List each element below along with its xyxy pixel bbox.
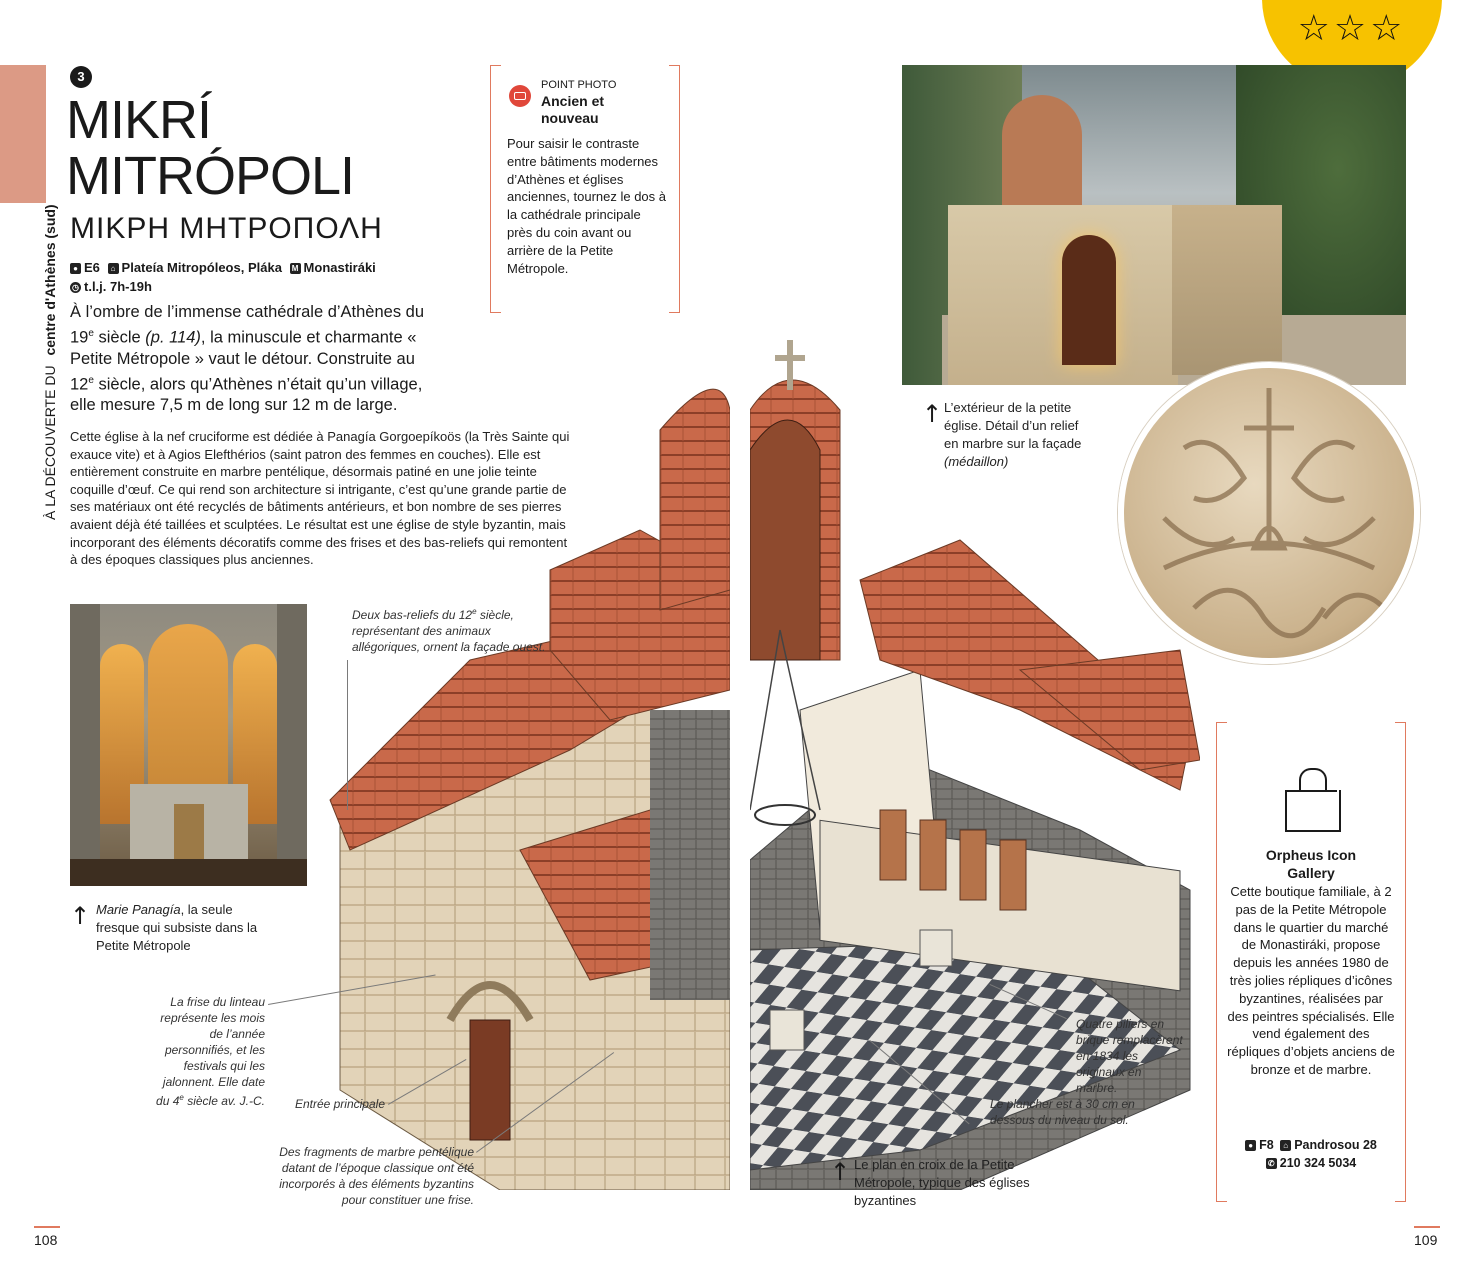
annotation-lintel: La frise du linteau représente les mois de l’année personnifiés, et les festivals qui les jalonnent. Elle date du 4e siècle av. J.-C. — [156, 995, 265, 1108]
fresco-caption: Marie Panagía, la seule fresque qui subsiste dans la Petite Métropole — [96, 902, 258, 953]
rating-stars: ☆☆☆ — [1297, 8, 1407, 49]
opening-hours: t.l.j. 7h-19h — [84, 279, 152, 294]
annotation-pillars: Quatre piliers en brique remplacèrent en 1834 les originaux en marbre. — [1076, 1017, 1183, 1095]
photo-tip-text: Pour saisir le contraste entre bâtiments modernes d’Athènes et églises anciennes, tournez le dos à la cathédrale principale près du coin avant ou arrière de la Petite Métropole. — [507, 136, 666, 276]
photo-tip-title: Ancien et nouveau — [541, 93, 605, 126]
shop-address-line — [1227, 1136, 1395, 1172]
body-paragraph: Cette église à la nef cruciforme est dédiée à Panagía Gorgoepíkoös (la Très Sainte qui exauce vite) et à Agios Elefthérios (saint patron des femmes en couches). Elle est entièrement construite en marbre pentélique, désormais patiné en une jolie teinte coquille d’œuf. Ce qui rend son architecture si intrigante, c’est qu’une grande partie de ses matériaux ont été recyclés de bâtiments antérieurs, et bon nombre de ses pierres avaient déjà été taillées et sculptées. Le résultat est une église de style byzantin, mais incorporant des éléments décoratifs comme des frises et des bas-reliefs qui remontent à des époques classiques plus anciennes. — [70, 429, 570, 568]
annotation-entrance: Entrée principale — [294, 1097, 385, 1111]
metro-icon: M — [290, 263, 301, 274]
metro-station: Monastiráki — [303, 260, 376, 275]
photo-tip-box — [490, 65, 680, 313]
running-head — [42, 190, 62, 520]
page-number-right: 109 — [1414, 1232, 1438, 1248]
running-head-area: centre d'Athènes (sud) — [42, 204, 58, 356]
greek-title: ΜΙΚΡΗ ΜΗΤΡΟΠΟΛΗ — [70, 212, 383, 245]
intro-paragraph: À l’ombre de l’immense cathédrale d’Athènes du 19e siècle (p. 114), la minuscule et charmante « Petite Métropole » vaut le détour. Construite au 12e siècle, alors qu’Athènes n’était qu’un village, elle mesure 7,5 m de long sur 12 m de large. — [70, 303, 425, 414]
map-pin-icon: ● — [70, 263, 81, 274]
page-number-rule — [34, 1226, 60, 1228]
fresco-photo — [70, 604, 307, 886]
church-cutaway-illustration — [320, 330, 1200, 1190]
page-title — [66, 92, 354, 204]
shop-box — [1216, 722, 1406, 1202]
practical-info — [70, 258, 420, 296]
annotation-fragments: Des fragments de marbre pentélique datant de l’époque classique ont été incorporés à des éléments byzantins pour constituer une frise. — [279, 1145, 474, 1207]
shop-phone: 210 324 5034 — [1279, 1156, 1357, 1170]
page-number-rule — [1414, 1226, 1440, 1228]
camera-icon — [509, 85, 531, 107]
running-head-prefix: À LA DÉCOUVERTE DU — [42, 365, 58, 520]
up-arrow-icon: ↑ — [70, 902, 91, 930]
annotation-floor: Le plancher est à 30 cm en dessous du niveau du sol. — [990, 1097, 1135, 1127]
shop-description: Cette boutique familiale, à 2 pas de la Petite Métropole dans le quartier du marché de Monastiráki, propose depuis les années 1980 de très jolies répliques d’icônes byzantines, réalisées par des peintres spécialisés. Elle vend également des répliques d’objets anciens de bronze et de marbre. — [1227, 884, 1395, 1077]
leader-line — [347, 660, 348, 810]
plan-caption: Le plan en croix de la Petite Métropole, typique des églises byzantines — [854, 1157, 1030, 1208]
map-pin-icon: ● — [1245, 1140, 1256, 1151]
exterior-caption: L’extérieur de la petite église. Détail d’un relief en marbre sur la façade (médaillon) — [944, 400, 1082, 469]
house-icon: ⌂ — [108, 263, 119, 274]
page-number-left: 108 — [34, 1232, 58, 1248]
title-line-2: MITRÓPOLI — [66, 146, 355, 206]
shop-name: Orpheus Icon Gallery — [1265, 847, 1357, 881]
accent-bar — [0, 65, 46, 203]
address: Plateía Mitropóleos, Pláka — [121, 260, 282, 275]
clock-icon: ◷ — [70, 282, 81, 293]
up-arrow-icon: ↑ — [922, 400, 943, 428]
up-arrow-icon: ↑ — [830, 1158, 851, 1186]
shop-grid-ref: F8 — [1259, 1138, 1274, 1152]
annotation-bas-reliefs: Deux bas-reliefs du 12e siècle, représentant des animaux allégoriques, ornent la façade ouest. — [352, 607, 546, 654]
shopping-bag-icon — [1285, 790, 1341, 832]
house-icon: ⌂ — [1280, 1140, 1291, 1151]
phone-icon: ✆ — [1266, 1158, 1277, 1169]
church-drawing — [320, 330, 1200, 1190]
entry-number: 3 — [70, 66, 92, 88]
title-line-1: MIKRÍ — [66, 90, 212, 150]
grid-ref: E6 — [84, 260, 100, 275]
photo-tip-kicker: POINT PHOTO — [541, 79, 617, 91]
shop-address: Pandrosou 28 — [1294, 1138, 1377, 1152]
